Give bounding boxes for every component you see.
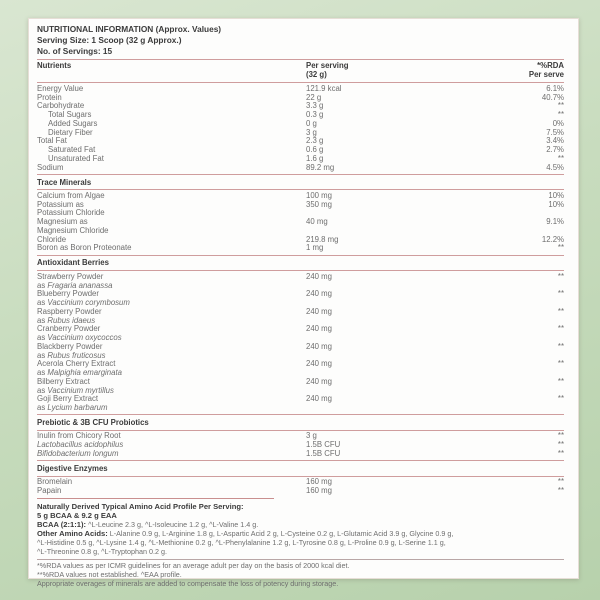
table-row <box>37 201 564 219</box>
nutrient-value: 121.9 kcal <box>306 83 342 93</box>
column-per-serving: Per serving (32 g) <box>306 61 349 80</box>
section-header-trace-minerals: Trace Minerals <box>37 174 564 191</box>
berry-value: 240 mg <box>306 324 333 334</box>
nutrient-rda: 40.7% <box>541 92 564 102</box>
berry-rda: ** <box>557 324 564 334</box>
mineral-rda: 9.1% <box>546 217 564 227</box>
table-row <box>37 478 564 487</box>
table-row <box>37 146 564 155</box>
nutrient-name: Energy Value <box>37 83 84 93</box>
nutrient-rda: 3.4% <box>546 136 564 146</box>
nutrient-name: Protein <box>37 92 62 102</box>
table-row <box>37 290 564 308</box>
table-row <box>37 244 564 253</box>
mineral-value: 1 mg <box>306 243 324 253</box>
nutrient-value: 22 g <box>306 92 322 102</box>
digestive-enzymes-rows <box>37 477 564 498</box>
berry-value: 240 mg <box>306 306 333 316</box>
probiotic-name: Inulin from Chicory Root <box>37 431 121 441</box>
nutrient-value: 89.2 mg <box>306 162 335 172</box>
servings-count: No. of Servings: 15 <box>37 45 113 56</box>
mineral-value: 219.8 mg <box>306 234 339 244</box>
probiotic-value: 3 g <box>306 431 317 441</box>
table-row <box>37 308 564 326</box>
mineral-name: Magnesium as Magnesium Chloride <box>37 217 109 235</box>
species-name: Rubus fruticosus <box>47 350 106 360</box>
other-amino-line-2: ^L-Histidine 0.5 g, ^L-Lysine 1.4 g, ^L-Methionine 0.2 g, ^L-Phenylalanine 1.2 g, L-Tyrosine 0.8 g, L-Proline 0.9 g, L-Serine 1.1 g, <box>37 537 446 547</box>
other-amino-line-3: ^L-Threonine 0.8 g, ^L-Tryptophan 0.2 g. <box>37 546 167 556</box>
enzyme-rda: ** <box>557 477 564 487</box>
berry-rda: ** <box>557 341 564 351</box>
table-row <box>37 111 564 120</box>
berry-rda: ** <box>557 271 564 281</box>
berry-name: Blackberry Powder as Rubus fruticosus <box>37 341 106 360</box>
berry-name: Blueberry Powder as Vaccinium corymbosum <box>37 289 130 307</box>
berry-name: Strawberry Powder as Fragaria ananassa <box>37 271 113 290</box>
amino-heading: Naturally Derived Typical Amino Acid Profile Per Serving: <box>37 501 244 511</box>
berry-name: Cranberry Powder as Vaccinium oxycoccos <box>37 324 122 342</box>
bcaa-line: BCAA (2:1:1): ^L-Leucine 2.3 g, ^L-Isoleucine 1.2 g, ^L-Valine 1.4 g. <box>37 519 259 529</box>
amino-acid-profile <box>37 499 564 559</box>
table-row <box>37 129 564 138</box>
table-row <box>37 395 564 413</box>
probiotic-rda: ** <box>557 448 564 458</box>
table-row <box>37 164 564 173</box>
mineral-name: Potassium as Potassium Chloride <box>37 199 105 218</box>
probiotic-name: Bifidobacterium longum <box>37 448 119 458</box>
trace-minerals-rows <box>37 190 564 254</box>
enzyme-value: 160 mg <box>306 485 333 495</box>
nutrient-name: Total Sugars <box>48 110 92 120</box>
nutrient-rda: ** <box>557 110 564 120</box>
nutrient-name: Saturated Fat <box>48 145 96 155</box>
probiotic-rda: ** <box>557 440 564 450</box>
enzyme-value: 160 mg <box>306 477 333 487</box>
nutrient-rda: 0% <box>552 118 564 128</box>
nutrient-value: 0.6 g <box>306 145 324 155</box>
serving-size: Serving Size: 1 Scoop (32 g Approx.) <box>37 34 182 45</box>
label-header <box>37 24 564 57</box>
species-name: Vaccinium oxycoccos <box>47 333 122 342</box>
probiotic-value: 1.5B CFU <box>306 440 341 450</box>
footnote-rda: *%RDA values as per ICMR guidelines for an average adult per day on the basis of 2000 kcal diet. <box>37 561 350 571</box>
berry-value: 240 mg <box>306 376 333 386</box>
table-row <box>37 378 564 396</box>
mineral-name: Chloride <box>37 234 67 244</box>
table-row <box>37 360 564 378</box>
table-row <box>37 85 564 94</box>
mineral-value: 40 mg <box>306 217 328 227</box>
antioxidant-berries-rows <box>37 271 564 414</box>
table-row <box>37 450 564 459</box>
nutrient-name: Dietary Fiber <box>48 127 93 137</box>
mineral-rda: 12.2% <box>541 234 564 244</box>
table-row <box>37 155 564 164</box>
nutrient-value: 1.6 g <box>306 153 324 163</box>
berry-value: 240 mg <box>306 271 333 281</box>
species-name: Malpighia emarginata <box>47 368 122 377</box>
mineral-name: Calcium from Algae <box>37 190 105 200</box>
mineral-rda: 10% <box>548 199 564 209</box>
probiotics-rows <box>37 431 564 460</box>
other-amino-line-1: Other Amino Acids: L-Alanine 0.9 g, L-Arginine 1.8 g, L-Aspartic Acid 2 g, L-Cysteine 0.2 g, L-Glutamic Acid 3.9 g, Glycine 0.9 g, <box>37 528 454 538</box>
nutrient-value: 0.3 g <box>306 110 324 120</box>
footnote-not-established: **%RDA values not established. ^EAA profile. <box>37 570 182 580</box>
species-name: Lycium barbarum <box>47 403 108 412</box>
species-name: Rubus idaeus <box>47 315 96 325</box>
nutrient-name: Sodium <box>37 162 64 172</box>
nutrient-rda: 2.7% <box>546 145 564 155</box>
section-header-probiotics: Prebiotic & 3B CFU Probiotics <box>37 414 564 431</box>
nutrient-name: Total Fat <box>37 136 67 146</box>
berry-value: 240 mg <box>306 359 333 369</box>
label-title: NUTRITIONAL INFORMATION (Approx. Values) <box>37 24 222 34</box>
nutrient-name: Unsaturated Fat <box>48 153 104 163</box>
table-row <box>37 120 564 129</box>
section-header-digestive-enzymes: Digestive Enzymes <box>37 460 564 477</box>
nutrient-rda: ** <box>557 153 564 163</box>
berry-value: 240 mg <box>306 341 333 351</box>
probiotic-name: Lactobacillus acidophilus <box>37 440 124 450</box>
nutrient-rda: ** <box>557 101 564 111</box>
table-row <box>37 218 564 236</box>
berry-rda: ** <box>557 376 564 386</box>
probiotic-value: 1.5B CFU <box>306 448 341 458</box>
table-row <box>37 137 564 146</box>
table-row <box>37 343 564 361</box>
enzyme-name: Papain <box>37 485 62 495</box>
berry-rda: ** <box>557 394 564 404</box>
berry-value: 240 mg <box>306 394 333 404</box>
table-row <box>37 325 564 343</box>
section-header-antioxidant-berries: Antioxidant Berries <box>37 255 564 272</box>
probiotic-rda: ** <box>557 431 564 441</box>
nutrient-value: 2.3 g <box>306 136 324 146</box>
berry-name: Raspberry Powder as Rubus idaeus <box>37 306 102 325</box>
nutrient-rda: 7.5% <box>546 127 564 137</box>
berry-rda: ** <box>557 359 564 369</box>
column-rda: *%RDA Per serve <box>528 61 564 80</box>
table-row <box>37 487 564 496</box>
berry-name: Goji Berry Extract as Lycium barbarum <box>37 394 108 412</box>
table-row <box>37 94 564 103</box>
nutrients-rows <box>37 83 564 174</box>
enzyme-name: Bromelain <box>37 477 73 487</box>
berry-name: Acerola Cherry Extract as Malpighia emarginata <box>37 359 122 377</box>
nutrition-label-card <box>28 18 579 588</box>
mineral-rda: 10% <box>548 190 564 200</box>
species-name: Vaccinium myrtillus <box>47 385 114 395</box>
table-row <box>37 273 564 291</box>
nutrient-value: 3 g <box>306 127 317 137</box>
berry-value: 240 mg <box>306 289 333 299</box>
berry-rda: ** <box>557 289 564 299</box>
mineral-value: 100 mg <box>306 190 333 200</box>
nutrient-rda: 6.1% <box>546 83 564 93</box>
berry-rda: ** <box>557 306 564 316</box>
footnote-overages: Appropriate overages of minerals are added to compensate the loss of potency during storage. <box>37 579 339 588</box>
footnotes <box>37 559 564 592</box>
table-row <box>37 102 564 111</box>
mineral-rda: ** <box>557 243 564 253</box>
amino-subheading: 5 g BCAA & 9.2 g EAA <box>37 510 117 520</box>
nutrient-rda: 4.5% <box>546 162 564 172</box>
mineral-name: Boron as Boron Proteonate <box>37 243 132 253</box>
berry-name: Bilberry Extract as Vaccinium myrtillus <box>37 376 114 395</box>
nutrient-name: Carbohydrate <box>37 101 85 111</box>
enzyme-rda: ** <box>557 485 564 495</box>
nutrient-name: Added Sugars <box>48 118 98 128</box>
mineral-value: 350 mg <box>306 199 333 209</box>
nutrient-value: 0 g <box>306 118 317 128</box>
species-name: Vaccinium corymbosum <box>47 298 130 307</box>
table-row <box>37 192 564 201</box>
column-header-row <box>37 59 564 84</box>
species-name: Fragaria ananassa <box>47 280 113 290</box>
column-nutrients: Nutrients <box>37 61 72 71</box>
nutrient-value: 3.3 g <box>306 101 324 111</box>
